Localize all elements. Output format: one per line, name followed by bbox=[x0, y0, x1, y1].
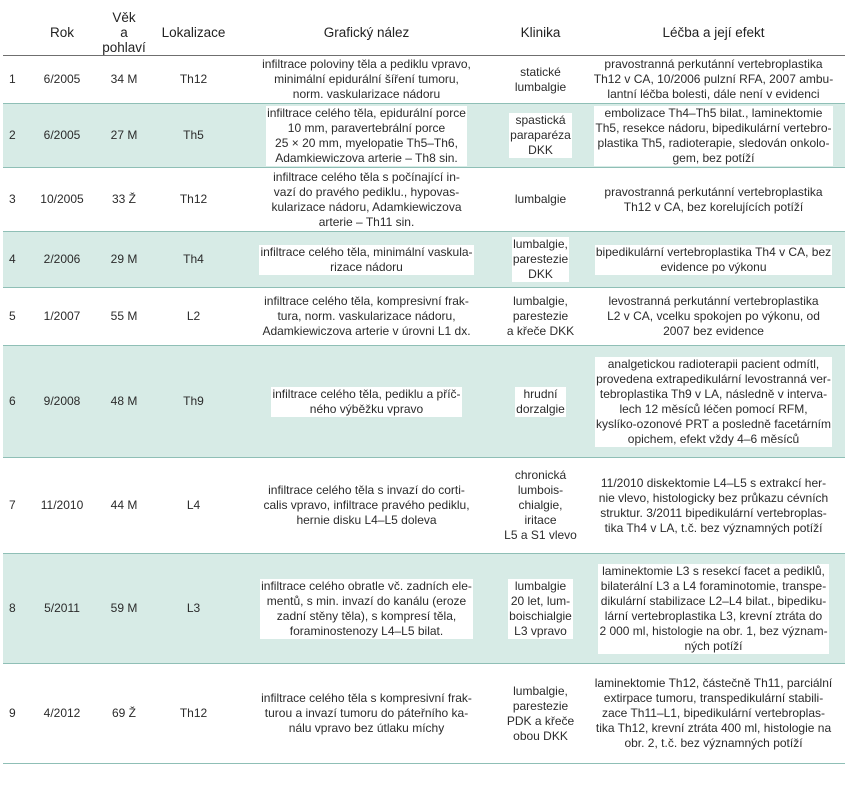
header-vek bbox=[95, 10, 153, 56]
cell-graficky-nalez-text: infiltrace poloviny těla a pediklu vpravo, minimální epidurální šíření tumoru, norm. vaskularizace nádoru bbox=[262, 57, 471, 101]
cell-vek bbox=[95, 664, 153, 764]
table-body bbox=[3, 56, 845, 764]
cell-rok-text: 2/2006 bbox=[43, 252, 81, 266]
cell-num-text: 3 bbox=[9, 192, 16, 206]
cell-rok-text: 6/2005 bbox=[43, 128, 81, 142]
cell-rok bbox=[29, 346, 95, 458]
cell-vek bbox=[95, 168, 153, 232]
table-row bbox=[3, 56, 845, 104]
cell-vek bbox=[95, 458, 153, 554]
cell-graficky-nalez bbox=[234, 56, 499, 104]
cell-rok-text: 1/2007 bbox=[43, 309, 81, 323]
cell-lokalizace-text: Th12 bbox=[179, 192, 208, 206]
cell-klinika-text: spastická paraparéza DKK bbox=[510, 113, 571, 157]
cell-num-text: 1 bbox=[9, 72, 16, 86]
table-row bbox=[3, 458, 845, 554]
cell-vek-text: 29 M bbox=[110, 252, 138, 266]
cell-lecba-text: 11/2010 diskektomie L4–L5 s extrakcí her- nie vlevo, histologicky bez průkazu cévních struktur. 3/2011 bipedikulární vertebroplas- tika Th4 v LA, t.č. bez významných potíží bbox=[598, 475, 829, 535]
cell-lecba bbox=[582, 664, 845, 764]
cell-lokalizace bbox=[153, 232, 234, 288]
cell-graficky-nalez bbox=[234, 232, 499, 288]
cell-lecba bbox=[582, 288, 845, 346]
cell-graficky-nalez-text: infiltrace celého těla s kompresivní frak- turou a invazí tumoru do páteřního ka- nálu vpravo bez útlaku míchy bbox=[261, 691, 472, 735]
header-lokalizace: Lokalizace bbox=[153, 10, 234, 56]
cell-vek bbox=[95, 346, 153, 458]
cell-rok bbox=[29, 104, 95, 168]
cell-num-text: 7 bbox=[9, 498, 16, 512]
cell-lecba-text: levostranná perkutánní vertebroplastika L2 v CA, vcelku spokojen po výkonu, od 2007 bez evidence bbox=[607, 294, 820, 338]
cell-lecba-text: laminektomie L3 s resekcí facet a pediklů, bilaterální L3 a L4 foraminotomie, transpe- dikulární stabilizace L2–L4 bilat., bipediku- lární vertebroplastika L3, krevní ztráta do 2 000 ml, histologie na obr. 1, bez význam- ných potíží bbox=[599, 563, 828, 653]
cell-lokalizace bbox=[153, 288, 234, 346]
cell-num bbox=[3, 288, 29, 346]
cell-graficky-nalez bbox=[234, 458, 499, 554]
cell-lecba-text: embolizace Th4–Th5 bilat., laminektomie Th5, resekce nádoru, bipedikulární vertebro- plastika Th5, radioterapie, sledován onkolo- gem, bez potíží bbox=[595, 105, 832, 165]
cell-num-text: 8 bbox=[9, 601, 16, 615]
cell-lecba-text: pravostranná perkutánní vertebroplastika Th12 v CA, bez korelujících potíží bbox=[604, 184, 823, 214]
table-row bbox=[3, 346, 845, 458]
cell-num bbox=[3, 232, 29, 288]
cell-klinika bbox=[499, 664, 582, 764]
cell-graficky-nalez-text: infiltrace celého obratle vč. zadních ele- mentů, s min. invazí do kanálu (eroze zadní stěny těla), s kompresí těla, foraminostenozy L4–L5 bilat. bbox=[261, 578, 472, 638]
cell-vek bbox=[95, 104, 153, 168]
cell-rok-text: 4/2012 bbox=[43, 706, 81, 720]
cell-rok bbox=[29, 56, 95, 104]
header-graficky-nalez: Grafický nález bbox=[234, 10, 499, 56]
cell-vek-text: 48 M bbox=[110, 394, 138, 408]
table-row bbox=[3, 168, 845, 232]
table-header bbox=[3, 10, 845, 56]
cell-klinika-text: chronická lumbois- chialgie, iritace L5 a S1 vlevo bbox=[504, 468, 577, 542]
cell-graficky-nalez bbox=[234, 346, 499, 458]
cell-rok bbox=[29, 458, 95, 554]
table-row bbox=[3, 288, 845, 346]
cell-lecba bbox=[582, 346, 845, 458]
cell-lecba-text: analgetickou radioterapii pacient odmítl, provedena extrapedikulární levostranná ver- tebroplastika Th9 v LA, následně v interva- lech 12 měsíců léčen pomocí RFM, kyslíko-ozonové PRT a posledně facetárním opichem, efekt vždy 4–6 měsíců bbox=[595, 356, 831, 446]
cell-vek bbox=[95, 554, 153, 664]
cell-num bbox=[3, 56, 29, 104]
cell-lokalizace bbox=[153, 458, 234, 554]
header-rok: Rok bbox=[29, 10, 95, 56]
cell-num-text: 6 bbox=[9, 394, 16, 408]
cell-lecba bbox=[582, 104, 845, 168]
cell-klinika bbox=[499, 232, 582, 288]
cell-klinika-text: lumbalgie 20 let, lum- boischialgie L3 vpravo bbox=[509, 578, 572, 638]
cell-lokalizace-text: Th12 bbox=[179, 72, 208, 86]
cell-graficky-nalez bbox=[234, 554, 499, 664]
cell-klinika-text: lumbalgie, parestezie DKK bbox=[512, 237, 569, 281]
table-row bbox=[3, 104, 845, 168]
cell-num bbox=[3, 664, 29, 764]
cell-lokalizace bbox=[153, 664, 234, 764]
cell-klinika bbox=[499, 554, 582, 664]
cell-klinika-text: statické lumbalgie bbox=[514, 64, 567, 94]
cell-vek bbox=[95, 232, 153, 288]
cell-vek-text: 33 Ž bbox=[111, 192, 136, 206]
cell-klinika-text: lumbalgie, parestezie a křeče DKK bbox=[506, 294, 575, 338]
cell-lecba-text: laminektomie Th12, částečně Th11, parciální extirpace tumoru, transpedikulární stabili- zace Th11–L1, bipedikulární vertebroplas- tika Th12, krevní ztráta 400 ml, histologie na obr. 2, t.č. bez významných potíží bbox=[594, 676, 833, 750]
cell-rok bbox=[29, 232, 95, 288]
cell-lokalizace-text: L2 bbox=[186, 309, 201, 323]
cell-lokalizace-text: Th12 bbox=[179, 706, 208, 720]
table-row bbox=[3, 554, 845, 664]
cell-lokalizace bbox=[153, 168, 234, 232]
cell-lecba bbox=[582, 554, 845, 664]
cell-num-text: 2 bbox=[9, 128, 16, 142]
cell-num-text: 5 bbox=[9, 309, 16, 323]
cell-num bbox=[3, 168, 29, 232]
cell-rok-text: 10/2005 bbox=[40, 192, 84, 206]
cell-klinika bbox=[499, 346, 582, 458]
cell-rok bbox=[29, 288, 95, 346]
cell-lokalizace bbox=[153, 554, 234, 664]
cell-vek bbox=[95, 56, 153, 104]
header-num bbox=[3, 10, 29, 56]
cell-rok-text: 5/2011 bbox=[44, 601, 80, 615]
cell-klinika bbox=[499, 56, 582, 104]
cell-lecba-text: bipedikulární vertebroplastika Th4 v CA, bez evidence po výkonu bbox=[595, 244, 832, 274]
header-klinika: Klinika bbox=[499, 10, 582, 56]
cell-rok-text: 6/2005 bbox=[43, 72, 81, 86]
header-lecba: Léčba a její efekt bbox=[582, 10, 845, 56]
cell-vek-text: 59 M bbox=[110, 601, 138, 615]
cell-vek-text: 44 M bbox=[110, 498, 138, 512]
cell-graficky-nalez bbox=[234, 104, 499, 168]
cell-lecba bbox=[582, 458, 845, 554]
cell-num-text: 4 bbox=[9, 252, 16, 266]
cell-lecba-text: pravostranná perkutánní vertebroplastika Th12 v CA, 10/2006 pulzní RFA, 2007 ambu- lantní léčba bolesti, dále není v evidenci bbox=[593, 57, 834, 101]
cell-rok-text: 11/2010 bbox=[40, 498, 84, 512]
cell-num bbox=[3, 554, 29, 664]
cell-klinika bbox=[499, 458, 582, 554]
cell-klinika-text: hrudní dorzalgie bbox=[516, 386, 565, 416]
cell-lokalizace-text: Th9 bbox=[183, 394, 204, 408]
cell-graficky-nalez-text: infiltrace celého těla s počínající in- vazí do pravého pediklu., hypovas- kularizace nádoru, Adamkiewiczova arterie – Th11 sin. bbox=[271, 169, 462, 229]
cell-graficky-nalez-text: infiltrace celého těla, minimální vaskula- rizace nádoru bbox=[260, 244, 473, 274]
cell-klinika-text: lumbalgie bbox=[514, 192, 567, 206]
cell-vek bbox=[95, 288, 153, 346]
cell-klinika bbox=[499, 168, 582, 232]
case-table bbox=[3, 10, 845, 764]
cell-klinika bbox=[499, 104, 582, 168]
table-row bbox=[3, 664, 845, 764]
header-vek-line1: Věk bbox=[112, 10, 136, 25]
cell-graficky-nalez bbox=[234, 288, 499, 346]
cell-num bbox=[3, 458, 29, 554]
table-row bbox=[3, 232, 845, 288]
cell-graficky-nalez bbox=[234, 664, 499, 764]
cell-vek-text: 27 M bbox=[110, 128, 138, 142]
cell-rok bbox=[29, 168, 95, 232]
cell-rok bbox=[29, 554, 95, 664]
cell-lecba bbox=[582, 232, 845, 288]
cell-vek-text: 69 Ž bbox=[111, 706, 136, 720]
cell-lokalizace-text: Th5 bbox=[183, 128, 204, 142]
cell-graficky-nalez-text: infiltrace celého těla, kompresivní frak- tura, norm. vaskularizace nádoru, Adamkiewiczova arterie v úrovni L1 dx. bbox=[262, 294, 471, 338]
cell-num bbox=[3, 104, 29, 168]
cell-graficky-nalez-text: infiltrace celého těla s invazí do corti- calis vpravo, infiltrace pravého pediklu, hernie disku L4–L5 doleva bbox=[263, 483, 470, 527]
cell-num-text: 9 bbox=[9, 706, 16, 720]
cell-lecba bbox=[582, 168, 845, 232]
cell-lokalizace bbox=[153, 104, 234, 168]
cell-klinika bbox=[499, 288, 582, 346]
cell-rok bbox=[29, 664, 95, 764]
cell-graficky-nalez bbox=[234, 168, 499, 232]
cell-klinika-text: lumbalgie, parestezie PDK a křeče obou DKK bbox=[506, 683, 575, 743]
cell-graficky-nalez-text: infiltrace celého těla, pediklu a příč- ného výběžku vpravo bbox=[272, 386, 461, 416]
cell-num bbox=[3, 346, 29, 458]
header-vek-line2: a pohlaví bbox=[102, 25, 146, 55]
cell-lokalizace bbox=[153, 346, 234, 458]
cell-lecba bbox=[582, 56, 845, 104]
cell-rok-text: 9/2008 bbox=[43, 394, 81, 408]
cell-vek-text: 34 M bbox=[110, 72, 138, 86]
cell-graficky-nalez-text: infiltrace celého těla, epidurální porce 10 mm, paravertebrální porce 25 × 20 mm, myelopatie Th5–Th6, Adamkiewiczova arterie – Th8 sin. bbox=[267, 105, 466, 165]
cell-lokalizace-text: L3 bbox=[186, 601, 201, 615]
cell-lokalizace bbox=[153, 56, 234, 104]
header-row bbox=[3, 10, 845, 56]
cell-lokalizace-text: L4 bbox=[186, 498, 201, 512]
cell-lokalizace-text: Th4 bbox=[183, 252, 204, 266]
cell-vek-text: 55 M bbox=[110, 309, 138, 323]
